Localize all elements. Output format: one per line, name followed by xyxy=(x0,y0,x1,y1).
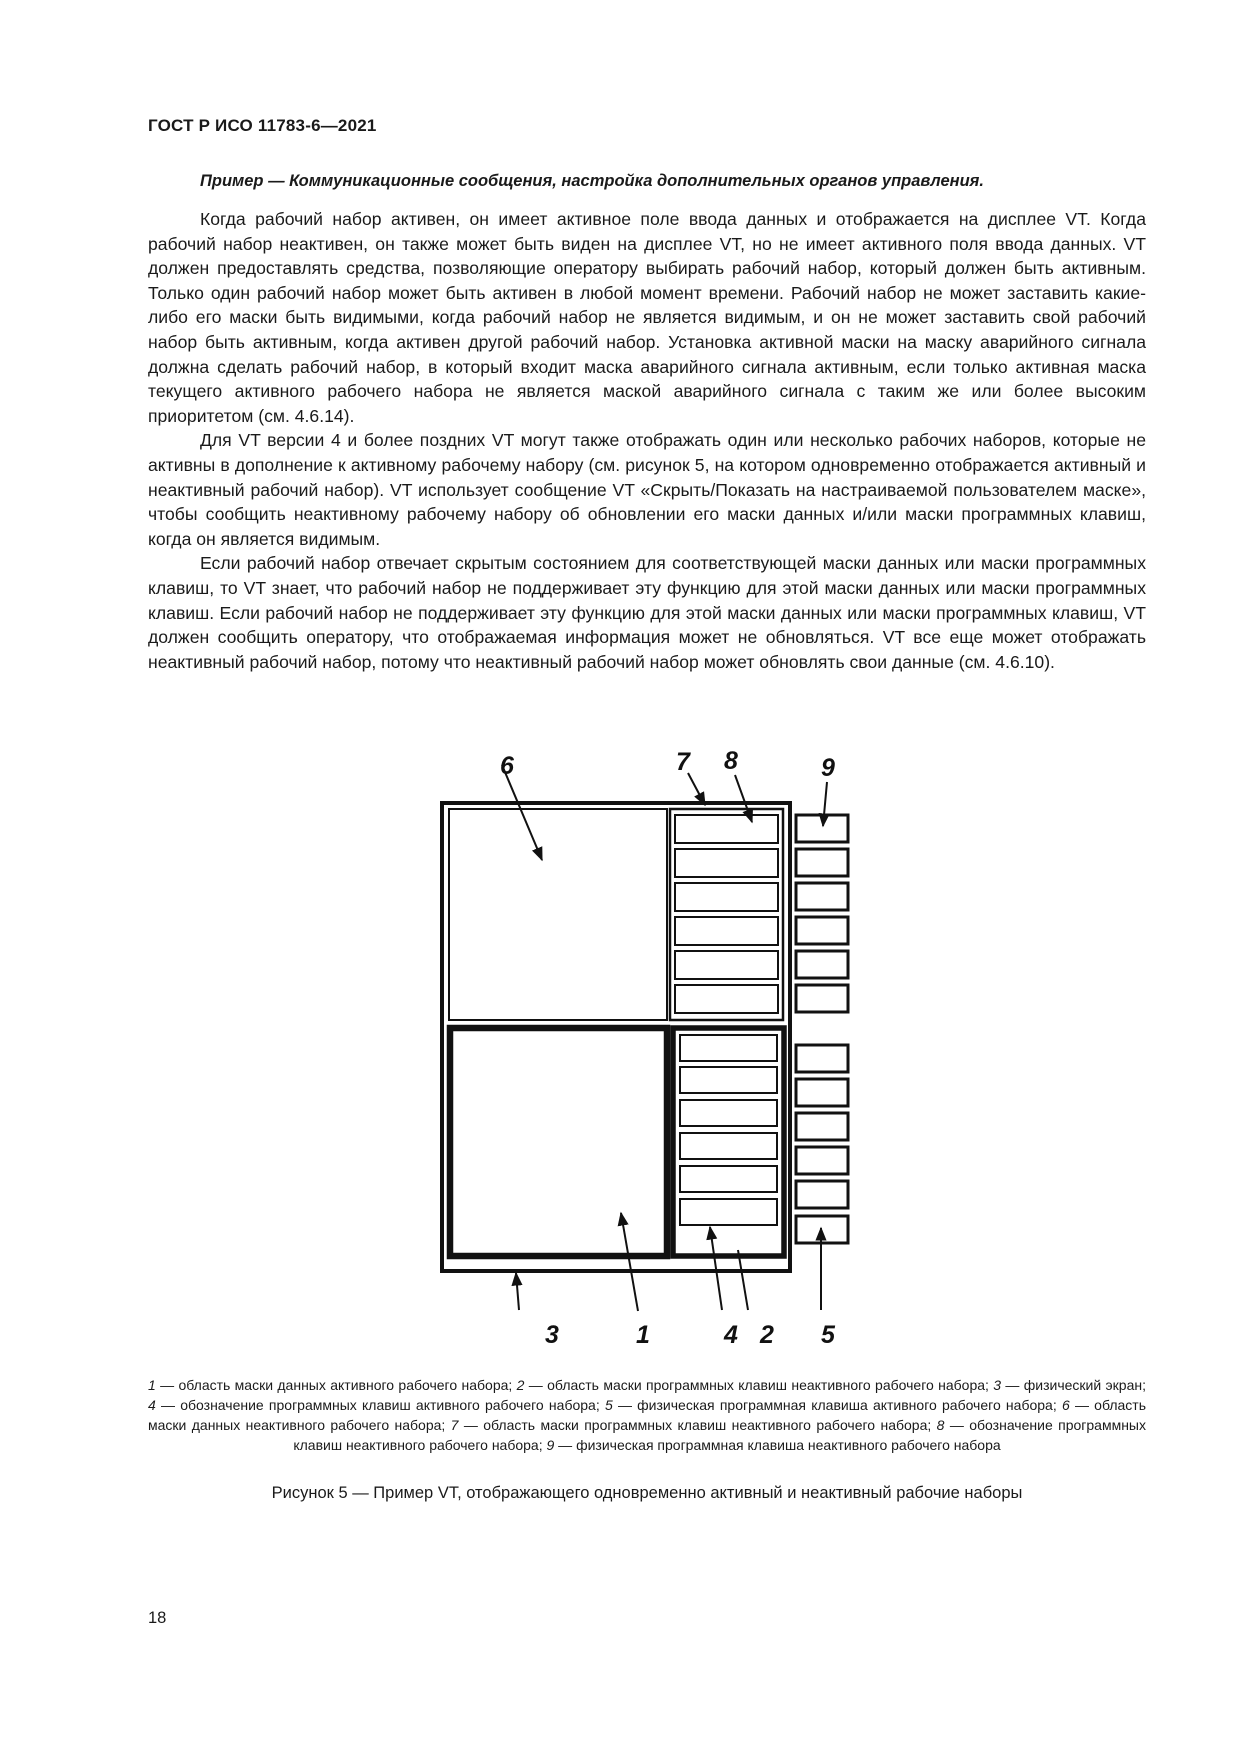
legend-num: 2 xyxy=(516,1377,525,1393)
callout-6: 6 xyxy=(500,752,514,780)
page-number: 18 xyxy=(148,1609,167,1627)
physical-screen xyxy=(442,803,790,1271)
active-softkey-designators xyxy=(680,1035,777,1225)
legend-text: — область маски программных клавиш неактивного рабочего набора; xyxy=(524,1377,994,1393)
paragraph: Когда рабочий набор активен, он имеет активное поле ввода данных и отображается на дисплее VT. Когда рабочий набор неактивен, он также может быть виден на дисплее VT, но не имеет активного поля ввода данных. VT должен предоставлять средства, позволяющие оператору выбирать рабочий набор, который должен быть активным. Только один рабочий набор может быть активен в любой момент времени. Рабочий набор не может заставить какие-либо его маски быть видимыми, когда рабочий набор не является видимым, и он не может заставить свой рабочий набор быть активным, когда активен другой рабочий набор. Установка активной маски на маску аварийного сигнала должна сделать рабочий набор, в который входит маска аварийного сигнала активным, если только активная маска текущего активного рабочего набора не является маской аварийного сигнала с таким же или более высоким приоритетом (см. 4.6.14). xyxy=(148,209,1146,426)
legend-num: 8 xyxy=(936,1417,945,1433)
callout-4: 4 xyxy=(724,1321,738,1349)
figure-caption: Рисунок 5 — Пример VT, отображающего одновременно активный и неактивный рабочие наборы xyxy=(271,1484,1023,1502)
legend-text: — физический экран; xyxy=(1001,1377,1146,1393)
legend-num: 3 xyxy=(993,1377,1002,1393)
physical-softkeys-inactive xyxy=(796,815,848,1012)
softkey-designator xyxy=(680,1133,777,1159)
softkey-designator xyxy=(675,985,778,1013)
figure-legend xyxy=(148,1375,1146,1455)
physical-softkey xyxy=(796,917,848,944)
inactive-softkey-mask xyxy=(670,809,783,1020)
softkey-designator xyxy=(675,883,778,911)
legend-text: — обозначение программных клавиш неактивного рабочего набора; xyxy=(293,1417,1146,1453)
legend-text: — физическая программная клавиша неактивного рабочего набора xyxy=(554,1437,1001,1453)
legend-num: 9 xyxy=(546,1437,555,1453)
physical-softkey xyxy=(796,1079,848,1106)
body-text xyxy=(148,207,1146,674)
physical-softkeys-active xyxy=(796,1045,848,1243)
physical-softkey xyxy=(796,1113,848,1140)
softkey-designator xyxy=(675,815,778,843)
legend-num: 6 xyxy=(1061,1397,1070,1413)
legend-num: 4 xyxy=(148,1397,156,1413)
example-title: Пример — Коммуникационные сообщения, настройка дополнительных органов управления. xyxy=(200,172,984,190)
callout-2: 2 xyxy=(760,1321,774,1349)
softkey-designator xyxy=(680,1166,777,1192)
legend-num: 1 xyxy=(148,1377,156,1393)
legend-text: — область маски программных клавиш неактивного рабочего набора; xyxy=(458,1417,937,1433)
softkey-designator xyxy=(675,951,778,979)
legend-text: — область маски данных активного рабочего набора; xyxy=(155,1377,517,1393)
legend-num: 5 xyxy=(604,1397,613,1413)
leader-arrow xyxy=(823,782,827,826)
callout-8: 8 xyxy=(724,747,738,775)
callout-5: 5 xyxy=(821,1321,835,1349)
legend-text: — обозначение программных клавиш активного рабочего набора; xyxy=(155,1397,605,1413)
softkey-designator xyxy=(680,1100,777,1126)
leader-arrow xyxy=(621,1213,638,1311)
document-header: ГОСТ Р ИСО 11783-6—2021 xyxy=(148,116,377,135)
softkey-designator xyxy=(680,1199,777,1225)
active-softkey-mask xyxy=(673,1028,784,1256)
softkey-designator xyxy=(680,1067,777,1093)
physical-softkey xyxy=(796,985,848,1012)
legend-num: 7 xyxy=(450,1417,459,1433)
active-data-mask xyxy=(450,1028,667,1256)
leader-arrow xyxy=(738,1250,748,1310)
physical-softkey xyxy=(796,1147,848,1174)
physical-softkey xyxy=(796,951,848,978)
leader-arrow xyxy=(688,773,705,805)
leader-arrow xyxy=(516,1273,519,1310)
softkey-designator xyxy=(675,849,778,877)
physical-softkey xyxy=(796,1045,848,1072)
vt-diagram xyxy=(430,745,870,1355)
inactive-softkey-designators xyxy=(675,815,778,1013)
physical-softkey xyxy=(796,849,848,876)
legend-text: — область маски данных неактивного рабочего набора; xyxy=(148,1397,1146,1433)
physical-softkey xyxy=(796,815,848,842)
softkey-designator xyxy=(680,1035,777,1061)
leader-arrow xyxy=(710,1227,722,1310)
inactive-data-mask xyxy=(449,809,667,1020)
physical-softkey xyxy=(796,1181,848,1208)
callout-3: 3 xyxy=(545,1321,559,1349)
softkey-designator xyxy=(675,917,778,945)
legend-text: — физическая программная клавиша активного рабочего набора; xyxy=(612,1397,1062,1413)
callout-7: 7 xyxy=(676,748,690,776)
physical-softkey xyxy=(796,883,848,910)
callout-9: 9 xyxy=(821,754,835,782)
paragraph: Если рабочий набор отвечает скрытым состоянием для соответствующей маски данных или маски программных клавиш, то VT знает, что рабочий набор не поддерживает эту функцию для этой маски данных или маски программных клавиш. Если рабочий набор не поддерживает эту функцию для этой маски данных или маски программных клавиш, VT должен сообщить оператору, что отображаемая информация может не обновляться. VT все еще может отображать неактивный рабочий набор, потому что неактивный рабочий набор может обновлять свои данные (см. 4.6.10). xyxy=(148,553,1146,672)
paragraph: Для VT версии 4 и более поздних VT могут также отображать один или несколько рабочих наборов, которые не активны в дополнение к активному рабочему набору (см. рисунок 5, на котором одновременно отображается активный и неактивный рабочий набор). VT использует сообщение VT «Скрыть/Показать на настраиваемой пользователем маске», чтобы сообщить неактивному рабочему набору об обновлении его маски данных и/или маски программных клавиш, когда он является видимым. xyxy=(148,430,1146,549)
callout-1: 1 xyxy=(636,1321,650,1349)
